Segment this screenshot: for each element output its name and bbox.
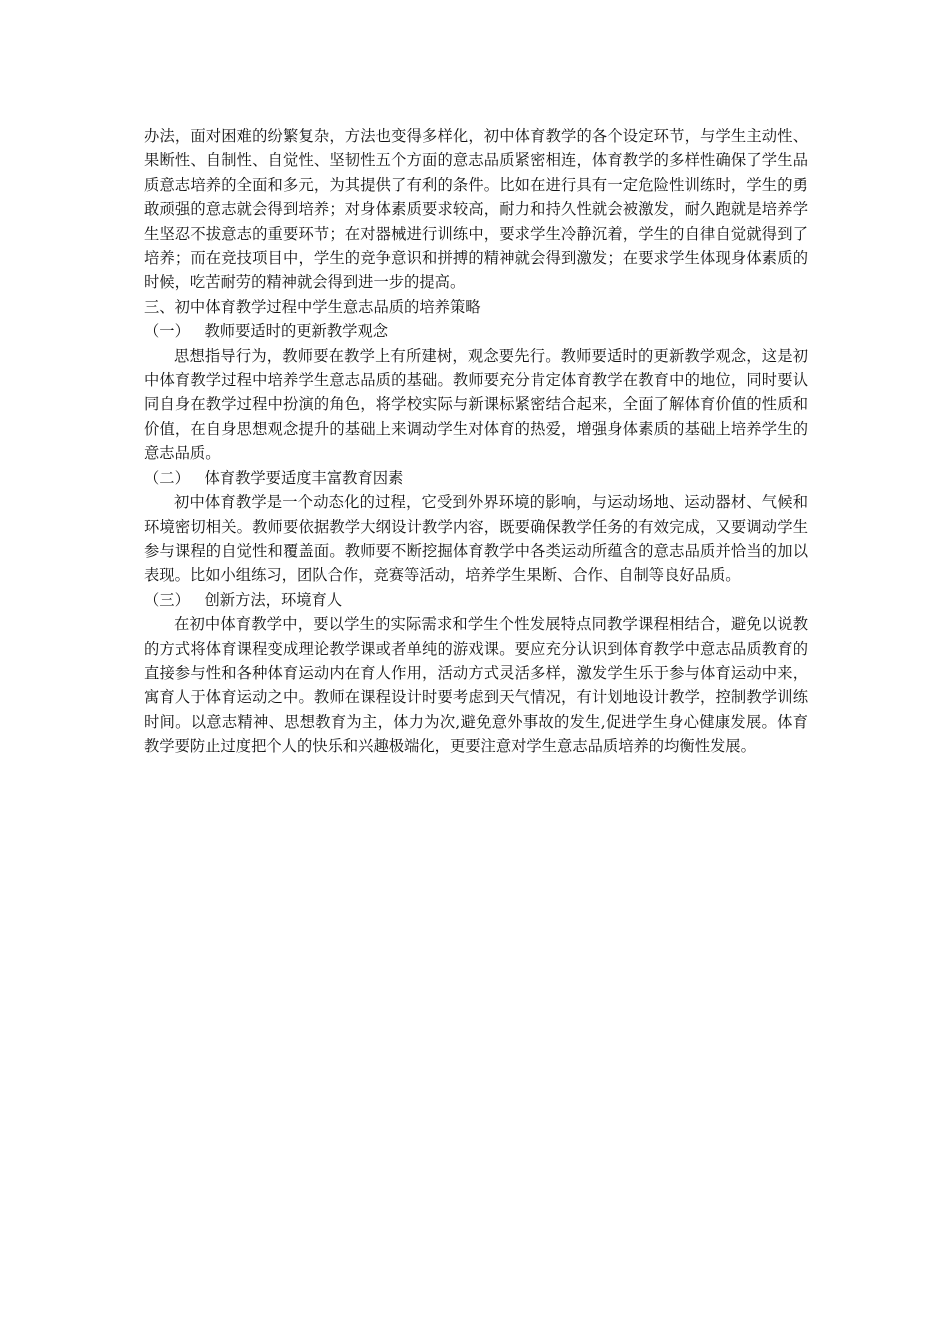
subsection-heading-1: （一） 教师要适时的更新教学观念 [144,322,389,341]
section-heading: 三、初中体育教学过程中学生意志品质的培养策略 [144,297,481,316]
paragraph-continued: 办法，面对困难的纷繁复杂，方法也变得多样化，初中体育教学的各个设定环节，与学生主动性、果断性、自制性、自觉性、坚韧性五个方面的意志品质紧密相连，体育教学的多样性确保了学生品质意志培养的全面和多元，为其提供了有利的条件。比如在进行具有一定危险性训练时，学生的勇敢顽强的意志就会得到培养；对身体素质要求较高，耐力和持久性就会被激发，耐久跑就是培养学生坚忍不拔意志的重要环节；在对器械进行训练中，要求学生冷静沉着，学生的自律自觉就得到了培养；而在竞技项目中，学生的竞争意识和拼搏的精神就会得到激发；在要求学生体现身体素质的时候，吃苦耐劳的精神就会得到进一步的提高。 [144,127,808,292]
subsection-paragraph-1: 思想指导行为，教师要在教学上有所建树，观念要先行。教师要适时的更新教学观念，这是初中体育教学过程中培养学生意志品质的基础。教师要充分肯定体育教学在教育中的地位，同时要认同自身在教学过程中扮演的角色，将学校实际与新课标紧密结合起来，全面了解体育价值的性质和价值，在自身思想观念提升的基础上来调动学生对体育的热爱，增强身体素质的基础上培养学生的意志品质。 [144,346,808,463]
subsection-paragraph-3: 在初中体育教学中，要以学生的实际需求和学生个性发展特点同教学课程相结合，避免以说教的方式将体育课程变成理论教学课或者单纯的游戏课。要应充分认识到体育教学中意志品质教育的直接参与性和各种体育运动内在育人作用，活动方式灵活多样，激发学生乐于参与体育运动中来，寓育人于体育运动之中。教师在课程设计时要考虑到天气情况，有计划地设计教学，控制教学训练时间。以意志精神、思想教育为主，体力为次,避免意外事故的发生,促进学生身心健康发展。体育教学要防止过度把个人的快乐和兴趣极端化，更要注意对学生意志品质培养的均衡性发展。 [144,615,808,756]
subsection-paragraph-2: 初中体育教学是一个动态化的过程，它受到外界环境的影响，与运动场地、运动器材、气候和环境密切相关。教师要依据教学大纲设计教学内容，既要确保教学任务的有效完成，又要调动学生参与课程的自觉性和覆盖面。教师要不断挖掘体育教学中各类运动所蕴含的意志品质并恰当的加以表现。比如小组练习，团队合作，竞赛等活动，培养学生果断、合作、自制等良好品质。 [144,493,808,585]
subsection-heading-3: （三） 创新方法，环境育人 [144,590,343,609]
document-body [144,124,808,759]
subsection-heading-2: （二） 体育教学要适度丰富教育因素 [144,468,404,487]
